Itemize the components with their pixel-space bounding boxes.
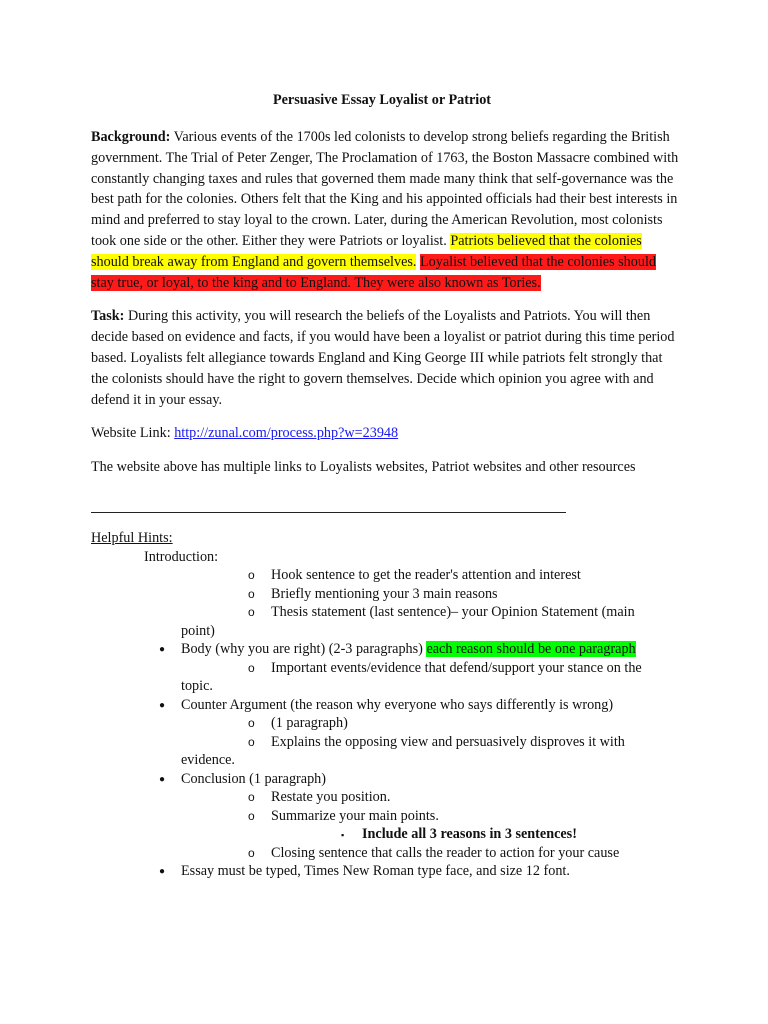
list-item bbox=[91, 862, 681, 881]
background-label: Background: bbox=[91, 129, 171, 145]
body-highlight: each reason should be one paragraph bbox=[426, 641, 636, 658]
list-item: o Closing sentence that calls the reader to action for your cause bbox=[248, 844, 620, 861]
website-line bbox=[91, 423, 681, 444]
background-paragraph bbox=[91, 127, 681, 293]
sub-bullet-icon: o bbox=[248, 845, 255, 860]
list-item: o (1 paragraph) bbox=[248, 715, 348, 732]
list-item-continuation: evidence. bbox=[181, 752, 235, 769]
body-label: Body (why you are right) (2-3 paragraphs) bbox=[181, 641, 427, 658]
loyalist-highlight: Loyalist believed that the colonies should stay true, or loyal, to the king and to England. They were also known as Tories. bbox=[91, 253, 656, 291]
sub-bullet-icon: o bbox=[248, 808, 255, 823]
list-item: o Summarize your main points. bbox=[248, 807, 439, 824]
bullet-icon: ● bbox=[159, 699, 166, 711]
sub-bullet-icon: o bbox=[248, 605, 255, 620]
website-label: Website Link: bbox=[91, 425, 175, 442]
list-item bbox=[91, 770, 681, 789]
intro-label: Introduction: bbox=[144, 548, 219, 565]
counter-label: Counter Argument (the reason why everyone who says differently is wrong) bbox=[181, 696, 614, 713]
list-item: o Hook sentence to get the reader's attention and interest bbox=[248, 567, 581, 584]
website-note: The website above has multiple links to Loyalists websites, Patriot websites and other resources bbox=[91, 459, 636, 476]
sub-bullet-icon: o bbox=[248, 734, 255, 749]
patriot-highlight: Patriots believed that the colonies should break away from England and govern themselves. bbox=[91, 232, 642, 270]
essay-requirements: Essay must be typed, Times New Roman type face, and size 12 font. bbox=[181, 863, 570, 880]
list-item-continuation: point) bbox=[181, 622, 215, 639]
list-item: o Thesis statement (last sentence)– your Opinion Statement (main bbox=[248, 604, 635, 621]
sub-bullet-icon: o bbox=[248, 586, 255, 601]
list-item: o Restate you position. bbox=[248, 789, 391, 806]
background-text: Various events of the 1700s led colonists to develop strong beliefs regarding the British government. The Trial of Peter Zenger, The Proclamation of 1763, the Boston Massacre combined with constantly changing taxes and rules that governed them made many think that self-governance was the best path for the colonies. Others felt that the King and his appointed officials had their best interests in mind and preferred to stay loyal to the crown. Later, during the American Revolution, most colonists took one side or the other. Either they were Patriots or loyalist. bbox=[91, 129, 679, 249]
square-bullet-icon: ▪ bbox=[341, 830, 345, 841]
bullet-icon: ● bbox=[159, 773, 166, 785]
list-item bbox=[91, 696, 681, 715]
conclusion-label: Conclusion (1 paragraph) bbox=[181, 770, 326, 787]
task-text: During this activity, you will research the beliefs of the Loyalists and Patriots. You will then decide based on evidence and facts, if you would have been a loyalist or patriot during this time period based. Loyalists felt allegiance towards England and King George III while patriots felt strongly that the colonists should have the right to govern themselves. Decide which opinion you agree with and defend it in your essay. bbox=[91, 308, 675, 408]
list-item bbox=[91, 640, 681, 659]
website-link[interactable]: http://zunal.com/process.php?w=23948 bbox=[174, 425, 399, 442]
bullet-icon: ● bbox=[159, 866, 166, 878]
sub-bullet-icon: o bbox=[248, 716, 255, 731]
bullet-icon: ● bbox=[159, 644, 166, 656]
task-paragraph bbox=[91, 306, 681, 410]
sub-bullet-icon: o bbox=[248, 790, 255, 805]
hints-title: Helpful Hints: bbox=[91, 529, 173, 546]
list-item: ▪ Include all 3 reasons in 3 sentences! bbox=[91, 825, 681, 844]
list-item: o Briefly mentioning your 3 main reasons bbox=[248, 585, 498, 602]
list-item-continuation: topic. bbox=[181, 678, 213, 695]
document-title: Persuasive Essay Loyalist or Patriot bbox=[272, 92, 492, 108]
list-item: o Important events/evidence that defend/support your stance on the bbox=[248, 659, 642, 676]
divider-line bbox=[91, 512, 566, 513]
list-item: o Explains the opposing view and persuasively disproves it with bbox=[248, 733, 625, 750]
sub-bullet-icon: o bbox=[248, 568, 255, 583]
document-page bbox=[91, 92, 681, 881]
sub-bullet-icon: o bbox=[248, 660, 255, 675]
task-label: Task: bbox=[91, 308, 125, 325]
